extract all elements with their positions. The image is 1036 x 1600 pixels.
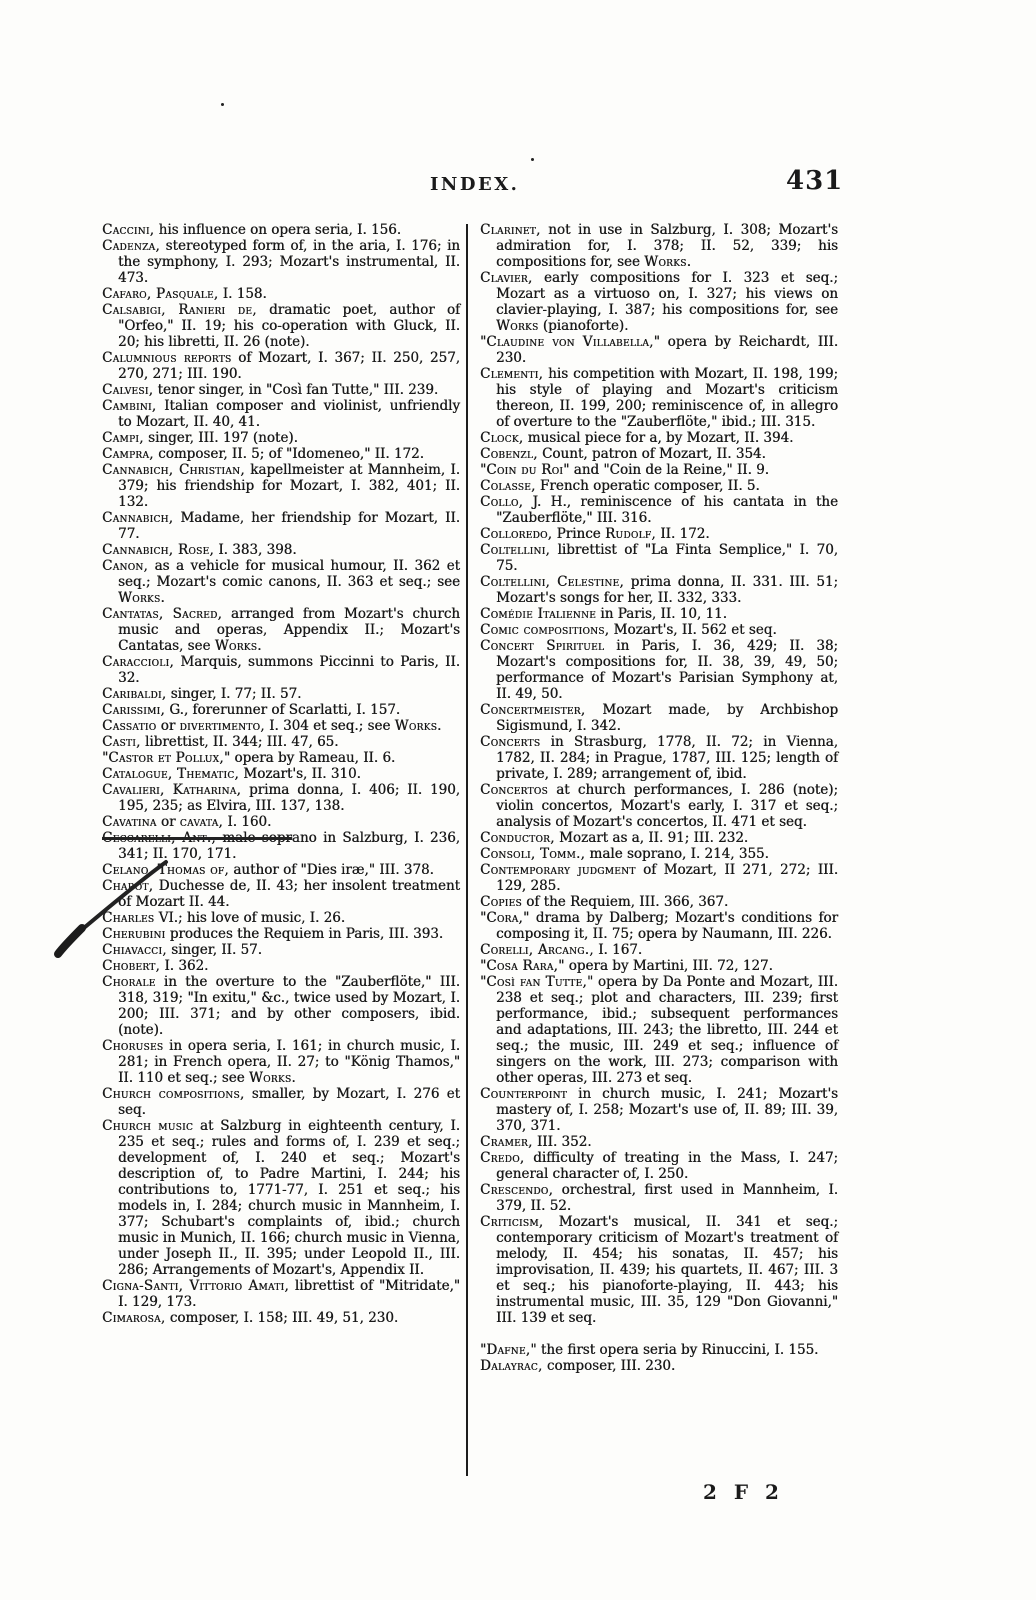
index-entry: Cantatas, Sacred, arranged from Mozart's church music and operas, Appendix II.; Mozart's Cantatas, see Works.	[102, 606, 460, 654]
index-entry: Clock, musical piece for a, by Mozart, II. 394.	[480, 430, 794, 446]
index-entry: "Così fan Tutte," opera by Da Ponte and Mozart, III. 238 et seq.; plot and characters, III. 239; first performance, ibid.; subsequent performances and adaptations, III. 243; the libretto, III. 244 et seq.; the music, III. 249 et seq.; influence of singers on the work, III. 273; comparison with other operas, III. 273 et seq.	[480, 974, 838, 1086]
column-divider-rule	[466, 224, 468, 1476]
index-entry: Catalogue, Thematic, Mozart's, II. 310.	[102, 766, 361, 782]
index-entry: Cobenzl, Count, patron of Mozart, II. 354.	[480, 446, 766, 462]
index-entry: Caccini, his influence on opera seria, I. 156.	[102, 222, 401, 238]
pencil-strikethrough: Ceccarelli, Ant., male sopr	[102, 830, 292, 846]
index-entry: Credo, difficulty of treating in the Mass, I. 247; general character of, I. 250.	[480, 1150, 838, 1182]
index-entry: Clarinet, not in use in Salzburg, I. 308; Mozart's admiration for, I. 378; II. 52, 339; his compositions for, see Works.	[480, 222, 838, 270]
index-entry: Cannabich, Christian, kapellmeister at Mannheim, I. 379; his friendship for Mozart, I. 382, 401; II. 132.	[102, 462, 460, 510]
page-header-title: INDEX.	[430, 174, 520, 195]
index-entry: Chobert, I. 362.	[102, 958, 209, 974]
index-entry: Cadenza, stereotyped form of, in the aria, I. 176; in the symphony, I. 293; Mozart's instrumental, II. 473.	[102, 238, 460, 286]
index-entry: Crescendo, orchestral, first used in Mannheim, I. 379, II. 52.	[480, 1182, 838, 1214]
index-entry: Carissimi, G., forerunner of Scarlatti, I. 157.	[102, 702, 401, 718]
index-entry: Concertmeister, Mozart made, by Archbishop Sigismund, I. 342.	[480, 702, 838, 734]
index-entry: "Dafne," the first opera seria by Rinuccini, I. 155.	[480, 1342, 819, 1358]
index-entry: Chiavacci, singer, II. 57.	[102, 942, 262, 958]
index-entry: Comic compositions, Mozart's, II. 562 et seq.	[480, 622, 777, 638]
index-entry: Dalayrac, composer, III. 230.	[480, 1358, 676, 1374]
index-entry: Ceccarelli, Ant., male soprano in Salzburg, I. 236, 341; II. 170, 171.	[102, 830, 460, 862]
index-column-right	[480, 222, 838, 1374]
index-entry: Cramer, III. 352.	[480, 1134, 592, 1150]
index-entry: Calumnious reports of Mozart, I. 367; II. 250, 257, 270, 271; III. 190.	[102, 350, 460, 382]
index-entry: Criticism, Mozart's musical, II. 341 et seq.; contemporary criticism of Mozart's treatment of melody, II. 454; his sonatas, II. 457; his improvisation, II. 439; his quartets, II. 467; III. 3 et seq.; his pianoforte-playing, II. 443; his instrumental music, III. 35, 129 "Don Giovanni," III. 139 et seq.	[480, 1214, 838, 1326]
index-entry: Contemporary judgment of Mozart, II 271, 272; III. 129, 285.	[480, 862, 839, 894]
index-entry: Chabot, Duchesse de, II. 43; her insolent treatment of Mozart II. 44.	[102, 878, 460, 910]
index-entry: Cassatio or divertimento, I. 304 et seq.; see Works.	[102, 718, 442, 734]
index-entry: "Castor et Pollux," opera by Rameau, II. 6.	[102, 750, 396, 766]
index-entry: Campra, composer, II. 5; of "Idomeneo," II. 172.	[102, 446, 424, 462]
scan-speck	[531, 158, 534, 161]
index-entry: Corelli, Arcang., I. 167.	[480, 942, 643, 958]
index-entry: Charles VI.; his love of music, I. 26.	[102, 910, 346, 926]
index-entry: Cannabich, Rose, I. 383, 398.	[102, 542, 297, 558]
index-entry: Concertos at church performances, I. 286 (note); violin concertos, Mozart's early, I. 317 et seq.; analysis of Mozart's concertos, II. 471 et seq.	[480, 782, 838, 830]
index-entry: Choruses in opera seria, I. 161; in church music, I. 281; in French opera, II. 27; to "König Thamos," II. 110 et seq.; see Works.	[102, 1038, 460, 1086]
index-entry: Cherubini produces the Requiem in Paris, III. 393.	[102, 926, 444, 942]
index-entry: Celano, Thomas of, author of "Dies iræ," III. 378.	[102, 862, 434, 878]
index-entry: Collo, J. H., reminiscence of his cantata in the "Zauberflöte," III. 316.	[480, 494, 838, 526]
index-entry: Cafaro, Pasquale, I. 158.	[102, 286, 267, 302]
index-entry: Cigna-Santi, Vittorio Amati, librettist of "Mitridate," I. 129, 173.	[102, 1278, 460, 1310]
index-entry: Counterpoint in church music, I. 241; Mozart's mastery of, I. 258; Mozart's use of, II. 89; III. 39, 370, 371.	[480, 1086, 838, 1134]
index-entry: Conductor, Mozart as a, II. 91; III. 232.	[480, 830, 749, 846]
index-entry: Caraccioli, Marquis, summons Piccinni to Paris, II. 32.	[102, 654, 460, 686]
index-entry: Cannabich, Madame, her friendship for Mozart, II. 77.	[102, 510, 460, 542]
index-entry: Canon, as a vehicle for musical humour, II. 362 et seq.; Mozart's comic canons, II. 363 et seq.; see Works.	[102, 558, 460, 606]
index-entry: Clementi, his competition with Mozart, II. 198, 199; his style of playing and Mozart's criticism thereon, II. 199, 200; reminiscence of, in allegro of overture to the "Zauberflöte," ibid.; III. 315.	[480, 366, 838, 430]
printer-signature: 2 F 2	[703, 1480, 784, 1504]
index-entry: "Claudine von Villabella," opera by Reichardt, III. 230.	[480, 334, 839, 366]
index-entry: Clavier, early compositions for I. 323 et seq.; Mozart as a virtuoso on, I. 327; his views on clavier-playing, I. 387; his compositions for, see Works (pianoforte).	[480, 270, 838, 334]
index-entry: Calsabigi, Ranieri de, dramatic poet, author of "Orfeo," II. 19; his co-operation with Gluck, II. 20; his libretti, II. 26 (note).	[102, 302, 460, 350]
index-entry: Chorale in the overture to the "Zauberflöte," III. 318, 319; "In exitu," &c., twice used by Mozart, I. 200; III. 371; and by other composers, ibid. (note).	[102, 974, 460, 1038]
index-entry: Cambini, Italian composer and violinist, unfriendly to Mozart, II. 40, 41.	[102, 398, 460, 430]
column-gap	[480, 1326, 838, 1342]
index-entry: Church compositions, smaller, by Mozart, I. 276 et seq.	[102, 1086, 460, 1118]
scan-speck	[221, 103, 224, 106]
index-entry: Colasse, French operatic composer, II. 5.	[480, 478, 760, 494]
index-entry: Concert Spirituel in Paris, I. 36, 429; II. 38; Mozart's compositions for, II. 38, 39, 49, 50; performance of Mozart's Parisian Symphony at, II. 49, 50.	[480, 638, 838, 702]
index-entry: Calvesi, tenor singer, in "Così fan Tutte," III. 239.	[102, 382, 439, 398]
index-entry: Cavalieri, Katharina, prima donna, I. 406; II. 190, 195, 235; as Elvira, III. 137, 138.	[102, 782, 461, 814]
index-entry: Coltellini, librettist of "La Finta Semplice," I. 70, 75.	[480, 542, 838, 574]
index-entry: "Cora," drama by Dalberg; Mozart's conditions for composing it, II. 75; opera by Naumann, III. 226.	[480, 910, 838, 942]
index-entry: Caribaldi, singer, I. 77; II. 57.	[102, 686, 302, 702]
index-entry: Church music at Salzburg in eighteenth century, I. 235 et seq.; rules and forms of, I. 239 et seq.; development of, I. 240 et seq.; Mozart's description of, to Padre Martini, I. 244; his contributions to, 1771-77, I. 251 et seq.; his models in, I. 284; church music in Mannheim, I. 377; Schubart's complaints of, ibid.; church music in Munich, II. 166; church music in Vienna, under Joseph II., II. 395; under Leopold II., III. 286; Arrangements of Mozart's, Appendix II.	[102, 1118, 460, 1278]
page-number: 431	[786, 166, 844, 196]
index-entry: Casti, librettist, II. 344; III. 47, 65.	[102, 734, 339, 750]
index-entry: Copies of the Requiem, III. 366, 367.	[480, 894, 729, 910]
index-entry: Coltellini, Celestine, prima donna, II. 331. III. 51; Mozart's songs for her, II. 332, 333.	[480, 574, 838, 606]
index-entry: Colloredo, Prince Rudolf, II. 172.	[480, 526, 710, 542]
index-entry: Consoli, Tomm., male soprano, I. 214, 355.	[480, 846, 769, 862]
index-entry: Cimarosa, composer, I. 158; III. 49, 51, 230.	[102, 1310, 399, 1326]
index-entry: Campi, singer, III. 197 (note).	[102, 430, 298, 446]
index-column-left	[102, 222, 460, 1326]
index-entry: Comédie Italienne in Paris, II. 10, 11.	[480, 606, 727, 622]
index-entry: Cavatina or cavata, I. 160.	[102, 814, 272, 830]
index-entry: Concerts in Strasburg, 1778, II. 72; in Vienna, 1782, II. 284; in Prague, 1787, III. 125; length of private, I. 289; arrangement of, ibid.	[480, 734, 838, 782]
index-entry: "Cosa Rara," opera by Martini, III. 72, 127.	[480, 958, 773, 974]
index-entry: "Coin du Roi" and "Coin de la Reine," II. 9.	[480, 462, 769, 478]
